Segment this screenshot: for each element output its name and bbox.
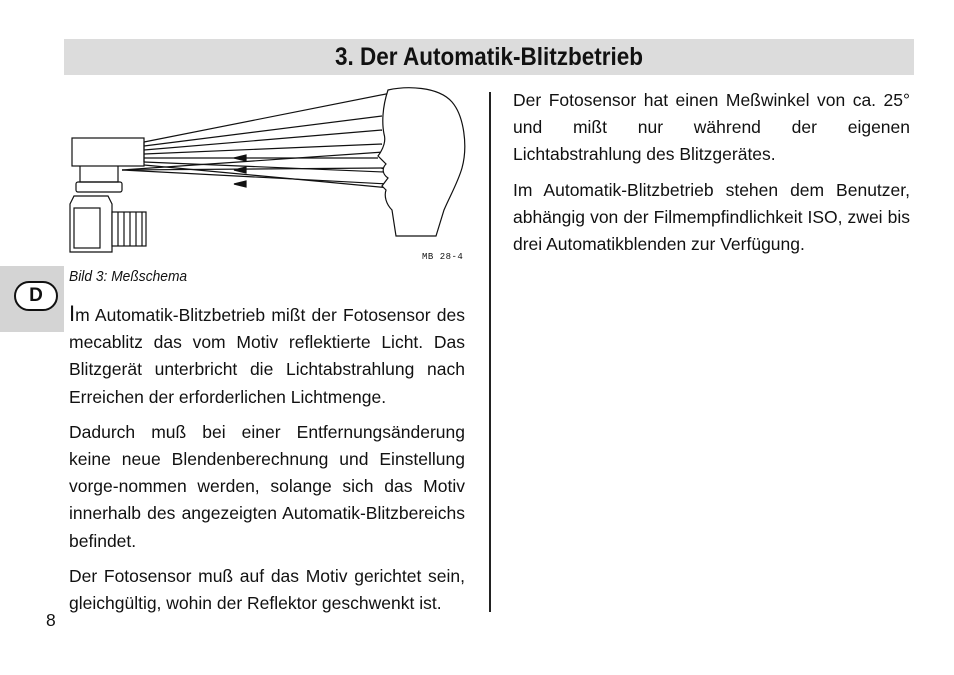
paragraph: Der Fotosensor muß auf das Motiv gerichtet sein, gleichgültig, wohin der Reflektor geschwenkt ist. xyxy=(69,565,465,614)
flash-head xyxy=(72,138,144,166)
flash-body xyxy=(80,166,118,182)
paragraph: Dadurch muß bei einer Entfernungsänderung keine neue Blendenberechnung und Einstellung vorge-nommen werden, solange sich das Motiv innerhalb des angezeigten Automatik-Blitzbereichs befindet. xyxy=(69,421,465,551)
head-silhouette xyxy=(378,88,465,236)
column-divider xyxy=(489,92,491,612)
paragraph: Der Fotosensor hat einen Meßwinkel von ca. 25° und mißt nur während der eigenen Lichtabstrahlung des Blitzgerätes. xyxy=(513,90,910,165)
right-column xyxy=(513,87,910,258)
paragraph: Im Automatik-Blitzbetrieb mißt der Fotosensor des mecablitz das vom Motiv reflektierte Licht. Das Blitzgerät unterbricht die Lichtabstrahlung nach Erreichen der erforderlichen Lichtmenge. xyxy=(69,301,465,407)
language-badge: D xyxy=(14,281,58,311)
left-column xyxy=(69,300,465,617)
figure-code: MB 28-4 xyxy=(422,252,464,262)
paragraph: Im Automatik-Blitzbetrieb stehen dem Benutzer, abhängig von der Filmempfindlichkeit ISO, zwei bis drei Automatikblenden zur Verfügung. xyxy=(513,179,910,255)
language-tab xyxy=(0,266,64,332)
header-bar xyxy=(64,39,914,75)
measurement-diagram xyxy=(66,86,472,272)
figure-caption: Bild 3: Meßschema xyxy=(69,268,188,285)
page-title: 3. Der Automatik-Blitzbetrieb xyxy=(335,43,643,71)
page-number: 8 xyxy=(46,610,56,630)
camera-lens xyxy=(112,212,146,246)
camera-body xyxy=(70,196,112,252)
